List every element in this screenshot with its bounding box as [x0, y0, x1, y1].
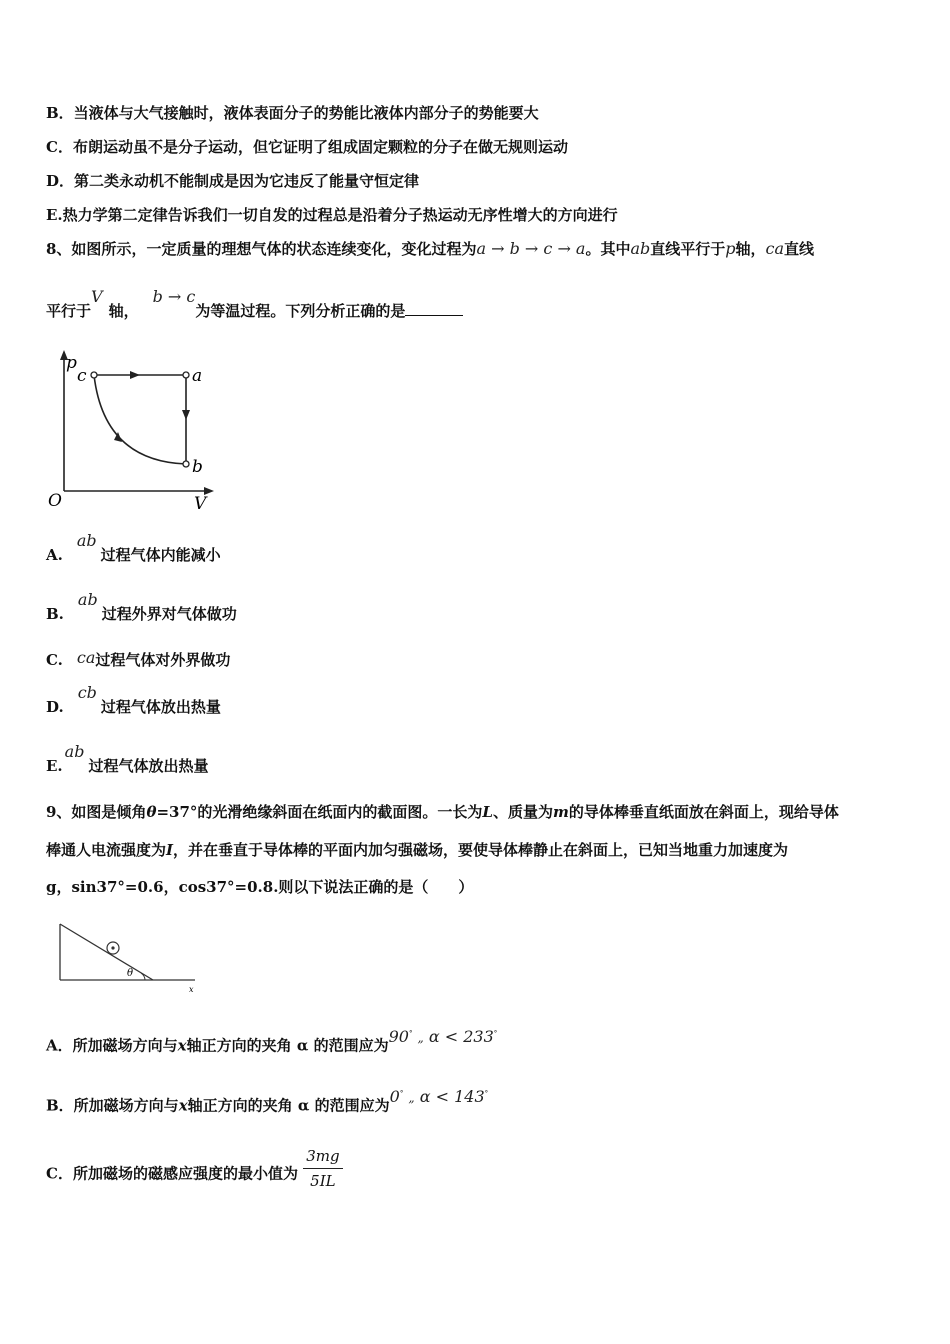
theta-label: θ	[127, 968, 134, 979]
q8-option-b: B.ab过程外界对气体做功	[46, 590, 237, 623]
q8-option-a: A.ab过程气体内能减小	[46, 531, 221, 564]
q9-stem-line3: g，sin37°=0.6，cos37°=0.8.则以下说法正确的是（ ）	[46, 878, 474, 896]
q8-option-e: E.ab过程气体放出热量	[46, 742, 209, 775]
q8-stem-line1: 8、如图所示，一定质量的理想气体的状态连续变化，变化过程为a → b → c → a。其中ab直线平行于p轴，ca直线	[46, 239, 815, 258]
q7-option-c: C．布朗运动虽不是分子运动，但它证明了组成固定颗粒的分子在做无规则运动	[46, 138, 568, 156]
answer-blank	[405, 301, 463, 316]
q9-stem-line1: 9、如图是倾角θ=37°的光滑绝缘斜面在纸面内的截面图。一长为L、质量为m的导体棒垂直纸面放在斜面上，现给导体	[46, 803, 839, 821]
q9-stem-line2: 棒通人电流强度为I，并在垂直于导体棒的平面内加匀强磁场，要使导体棒静止在斜面上，已知当地重力加速度为	[46, 841, 789, 859]
point-c-label: c	[77, 366, 87, 386]
q9-option-c: C．所加磁场的磁感应强度的最小值为 $\frac{3mg}{5IL}$	[46, 1150, 343, 1199]
point-b-label: b	[192, 457, 203, 477]
q9-option-b: B．所加磁场方向与x轴正方向的夹角 α 的范围应为0° „ α < 143°	[46, 1087, 489, 1115]
q8-option-c: C. ca过程气体对外界做功	[46, 648, 231, 669]
q7-option-d: D．第二类永动机不能制成是因为它违反了能量守恒定律	[46, 172, 420, 190]
q9-incline-diagram	[55, 918, 205, 994]
min-b-fraction: $\frac{3mg}{5IL}$	[303, 1144, 342, 1193]
origin-label: O	[48, 491, 62, 511]
v-axis-label: V	[194, 494, 207, 514]
q7-option-b: B．当液体与大气接触时，液体表面分子的势能比液体内部分子的势能要大	[46, 104, 539, 122]
q8-process: a → b → c → a	[476, 239, 586, 258]
q7-option-e: E.热力学第二定律告诉我们一切自发的过程总是沿着分子热运动无序性增大的方向进行	[46, 206, 618, 224]
point-a-label: a	[192, 366, 203, 386]
q9-option-a: A．所加磁场方向与x轴正方向的夹角 α 的范围应为90° „ α < 233°	[46, 1027, 498, 1055]
q8-option-d: D.cb过程气体放出热量	[46, 683, 221, 716]
p-axis-label: p	[66, 353, 77, 373]
q8-stem-line2: 平行于V轴，b → c为等温过程。下列分析正确的是	[46, 301, 463, 321]
x-axis-label: x	[189, 985, 194, 994]
q8-pv-diagram	[44, 346, 224, 516]
